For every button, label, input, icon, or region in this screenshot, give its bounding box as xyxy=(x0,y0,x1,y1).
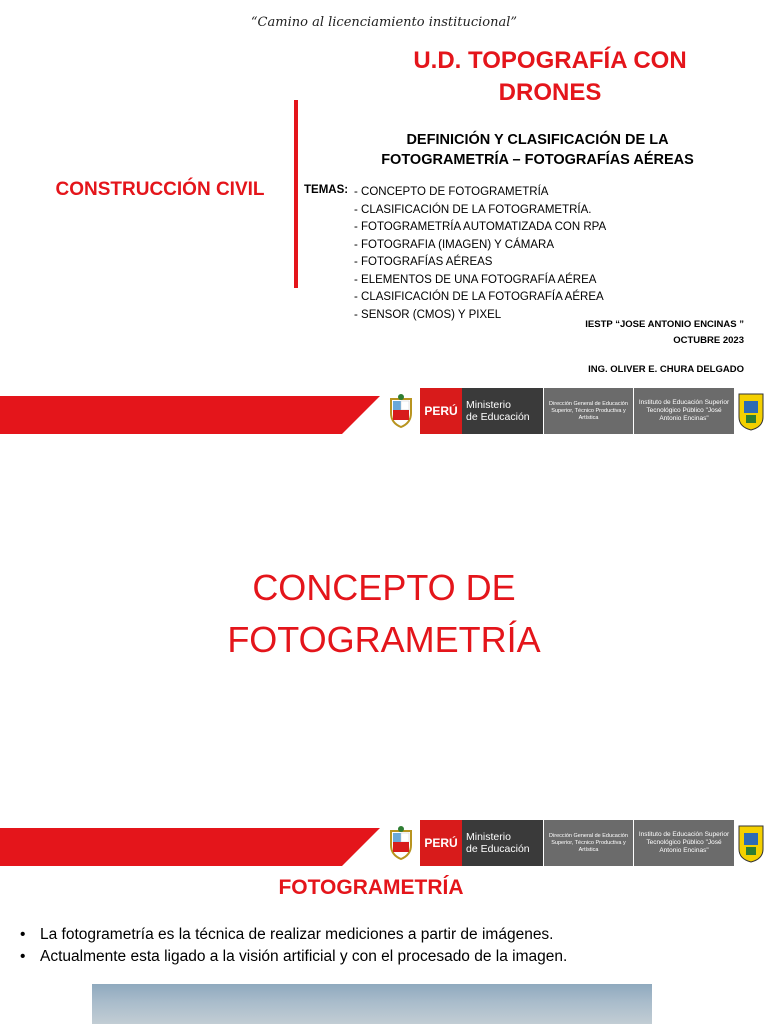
topics-list xyxy=(354,184,606,324)
section-title-line1: CONCEPTO DE xyxy=(252,567,516,608)
ministerio-label xyxy=(462,388,544,434)
slide-subtitle: DEFINICIÓN Y CLASIFICACIÓN DE LA FOTOGRAMETRÍA – FOTOGRAFÍAS AÉREAS xyxy=(381,132,694,168)
content-slide xyxy=(0,818,768,1024)
peru-coat-of-arms-icon xyxy=(382,388,420,434)
peru-coat-of-arms-icon xyxy=(382,820,420,866)
footer-banner xyxy=(0,388,768,434)
topic-item: - SENSOR (CMOS) Y PIXEL xyxy=(354,308,502,321)
topic-item: - CONCEPTO DE FOTOGRAMETRÍA xyxy=(354,186,549,198)
cover-slide xyxy=(0,0,768,434)
section-title xyxy=(0,562,768,666)
ministerio-line1: Ministerio xyxy=(466,831,511,843)
direccion-label: Dirección General de Educación Superior, Técnico Productiva y Artística xyxy=(544,388,634,434)
instituto-label: Instituto de Educación Superior Tecnológico Público "José Antonio Encinas" xyxy=(634,388,734,434)
direccion-label: Dirección General de Educación Superior, Técnico Productiva y Artística xyxy=(544,820,634,866)
course-title: U.D. TOPOGRAFÍA CON DRONES xyxy=(413,47,687,106)
aerial-photo-image xyxy=(92,984,652,1024)
peru-label: PERÚ xyxy=(420,388,462,434)
logo-strip xyxy=(382,388,768,434)
career-name: CONSTRUCCIÓN CIVIL xyxy=(55,179,265,200)
red-band xyxy=(0,828,380,866)
vertical-divider xyxy=(294,100,298,288)
red-band xyxy=(0,396,380,434)
ministerio-label xyxy=(462,820,544,866)
topic-item: - CLASIFICACIÓN DE LA FOTOGRAMETRÍA. xyxy=(354,203,592,216)
ministerio-line1: Ministerio xyxy=(466,399,511,411)
author-name: ING. OLIVER E. CHURA DELGADO xyxy=(588,364,744,375)
instituto-label: Instituto de Educación Superior Tecnológico Público "José Antonio Encinas" xyxy=(634,820,734,866)
peru-label: PERÚ xyxy=(420,820,462,866)
section-title-line2: FOTOGRAMETRÍA xyxy=(227,619,541,660)
bullet-item: • La fotogrametría es la técnica de realizar mediciones a partir de imágenes. xyxy=(20,924,567,946)
topic-item: - ELEMENTOS DE UNA FOTOGRAFÍA AÉREA xyxy=(354,273,597,286)
motto: “Camino al licenciamiento institucional” xyxy=(250,15,518,30)
institute-crest-icon xyxy=(734,820,768,866)
bullet-list xyxy=(20,924,567,968)
presentation-date: OCTUBRE 2023 xyxy=(673,335,744,346)
section-slide xyxy=(0,434,768,818)
logo-strip xyxy=(382,820,768,866)
content-title: FOTOGRAMETRÍA xyxy=(278,876,464,899)
topic-item: - CLASIFICACIÓN DE LA FOTOGRAFÍA AÉREA xyxy=(354,291,604,303)
ministerio-line2: de Educación xyxy=(466,843,530,855)
institution-name: IESTP “JOSE ANTONIO ENCINAS ” xyxy=(585,319,744,330)
ministerio-line2: de Educación xyxy=(466,411,530,423)
topic-item: - FOTOGRAFIA (IMAGEN) Y CÁMARA xyxy=(354,238,554,251)
bullet-item: • Actualmente esta ligado a la visión artificial y con el procesado de la imagen. xyxy=(20,946,567,968)
header-banner xyxy=(0,820,768,866)
temas-label: TEMAS: xyxy=(304,184,349,196)
topic-item: - FOTOGRAFÍAS AÉREAS xyxy=(354,256,493,268)
topic-item: - FOTOGRAMETRÍA AUTOMATIZADA CON RPA xyxy=(354,221,607,233)
institute-crest-icon xyxy=(734,388,768,434)
